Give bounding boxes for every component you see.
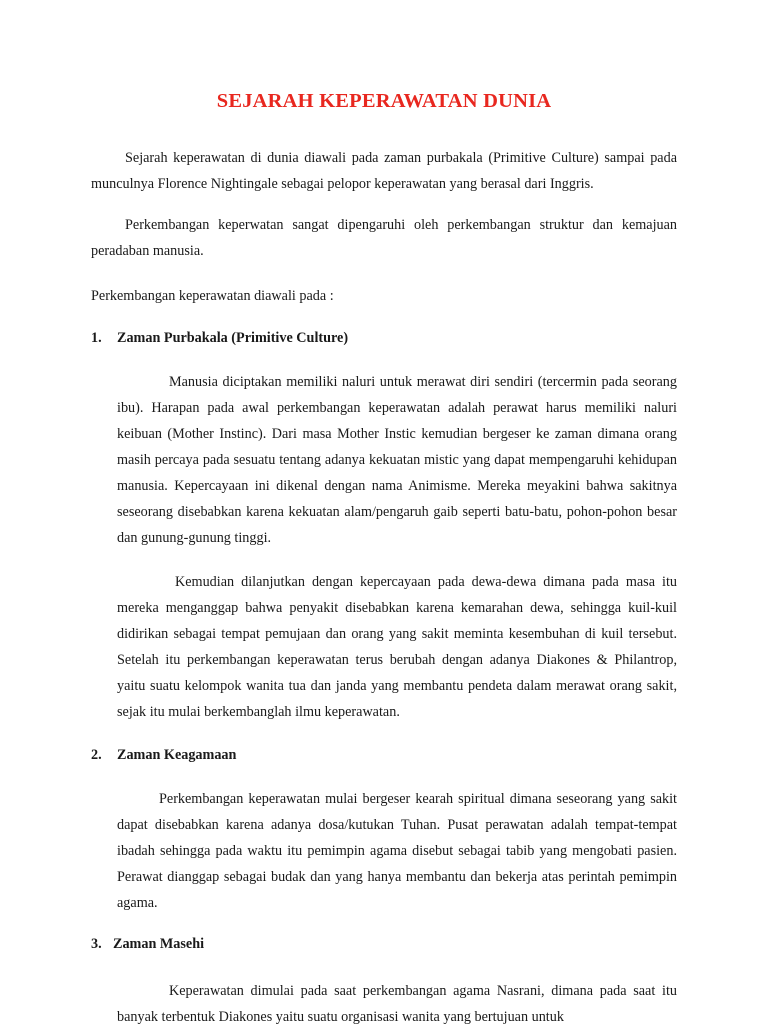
- section-number-3: 3.: [91, 936, 102, 952]
- section-number-1: 1.: [91, 330, 102, 346]
- section-1-paragraph-1: Manusia diciptakan memiliki naluri untuk merawat diri sendiri (tercermin pada seorang ibu). Harapan pada awal perkembangan keperawatan adalah perawat harus memiliki naluri keibuan (Mother Instinc). Dari masa Mother Instic kemudian bergeser ke zaman dimana orang masih percaya pada sesuatu tentang adanya kekuatan mistic yang dapat mempengaruhi kehidupan manusia. Kepercayaan ini dikenal dengan nama Animisme. Mereka meyakini bahwa sakitnya seseorang disebabkan karena kekuatan alam/pengaruh gaib seperti batu-batu, pohon-pohon besar dan gunung-gunung tinggi.: [117, 374, 677, 546]
- section-heading-1: [91, 330, 348, 347]
- section-3-paragraph-1: Keperawatan dimulai pada saat perkembangan agama Nasrani, dimana pada saat itu banyak terbentuk Diakones yaitu suatu organisasi wanita yang bertujuan untuk: [117, 983, 677, 1025]
- section-number-2: 2.: [91, 747, 102, 763]
- section-title-2: Zaman Keagamaan: [117, 747, 237, 763]
- intro-paragraph-3: Perkembangan keperawatan diawali pada :: [91, 288, 334, 304]
- section-heading-3: [91, 936, 204, 953]
- document-title: SEJARAH KEPERAWATAN DUNIA: [216, 90, 552, 112]
- intro-paragraph-2: Perkembangan keperwatan sangat dipengaruhi oleh perkembangan struktur dan kemajuan peradaban manusia.: [91, 217, 677, 259]
- intro-paragraph-1: Sejarah keperawatan di dunia diawali pada zaman purbakala (Primitive Culture) sampai pada munculnya Florence Nightingale sebagai pelopor keperawatan yang berasal dari Inggris.: [91, 150, 677, 192]
- section-heading-2: [91, 747, 236, 764]
- section-2-paragraph-1: Perkembangan keperawatan mulai bergeser kearah spiritual dimana seseorang yang sakit dapat disebabkan karena adanya dosa/kutukan Tuhan. Pusat perawatan adalah tempat-tempat ibadah sehingga pada waktu itu pemimpin agama disebut sebagai tabib yang mengobati pasien. Perawat dianggap sebagai budak dan yang hanya membantu dan bekerja atas perintah pemimpin agama.: [117, 791, 677, 911]
- section-title-1: Zaman Purbakala (Primitive Culture): [117, 330, 349, 346]
- section-1-paragraph-2: Kemudian dilanjutkan dengan kepercayaan pada dewa-dewa dimana pada masa itu mereka menganggap bahwa penyakit disebabkan karena kemarahan dewa, sehingga kuil-kuil didirikan sebagai tempat pemujaan dan orang yang sakit meminta kesembuhan di kuil tersebut. Setelah itu perkembangan keperawatan terus berubah dengan adanya Diakones & Philantrop, yaitu suatu kelompok wanita tua dan janda yang membantu pendeta dalam merawat orang sakit, sejak itu mulai berkembanglah ilmu keperawatan.: [117, 574, 677, 720]
- section-title-3: Zaman Masehi: [113, 936, 205, 952]
